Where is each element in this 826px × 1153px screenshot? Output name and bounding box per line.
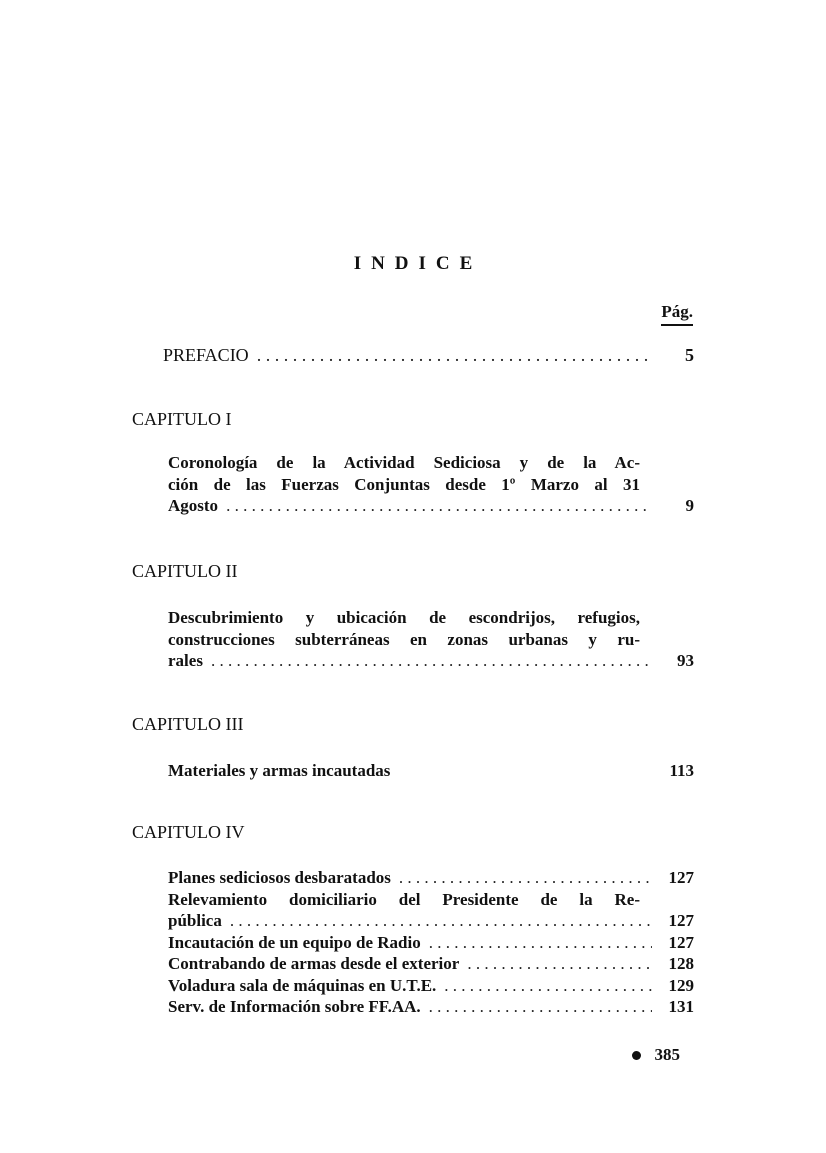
toc-entry — [168, 452, 694, 517]
toc-entry — [168, 996, 694, 1018]
entry-page: 9 — [685, 496, 694, 515]
entry-text: Incautación de un equipo de Radio — [168, 932, 421, 952]
chapter-heading: CAPITULO III — [132, 714, 244, 734]
entry-text: rales — [168, 651, 203, 670]
page-column-header: Pág. — [661, 302, 693, 326]
toc-entry — [168, 975, 694, 997]
entry-page: 129 — [668, 975, 694, 995]
chapter-heading: CAPITULO I — [132, 409, 232, 429]
page-folio — [632, 1045, 681, 1065]
dot-leader — [444, 975, 652, 997]
bullet-icon — [632, 1051, 641, 1060]
entry-page: 113 — [669, 761, 694, 780]
entry-page: 127 — [668, 932, 694, 952]
entry-line: Relevamiento domiciliario del Presidente de la Re- — [168, 889, 640, 909]
dot-leader — [429, 996, 652, 1018]
entry-line: ción de las Fuerzas Conjuntas desde 1º Marzo al 31 — [168, 474, 640, 494]
dot-leader — [230, 910, 652, 932]
entry-line: Coronología de la Actividad Sediciosa y de la Ac- — [168, 453, 640, 472]
dot-leader — [429, 932, 652, 954]
entry-page: 127 — [668, 911, 694, 930]
chapter-heading: CAPITULO II — [132, 561, 238, 581]
entry-text: Contrabando de armas desde el exterior — [168, 954, 460, 973]
dot-leader — [211, 650, 652, 672]
toc-entry — [168, 953, 694, 975]
entry-line: construcciones subterráneas en zonas urbanas y ru- — [168, 629, 640, 649]
dot-leader — [399, 867, 652, 889]
dot-leader — [226, 495, 652, 517]
entry-text: Materiales y armas incautadas — [168, 761, 391, 780]
entry-text: Planes sediciosos desbaratados — [168, 868, 391, 887]
entry-text: Agosto — [168, 496, 219, 515]
entry-page: 128 — [668, 954, 694, 973]
prefacio-entry — [163, 345, 694, 367]
page-number: 385 — [654, 1045, 680, 1064]
toc-entry — [168, 607, 694, 672]
toc-entry — [168, 867, 694, 889]
entry-text: pública — [168, 911, 222, 930]
prefacio-page: 5 — [685, 345, 694, 365]
index-title: INDICE — [353, 253, 483, 274]
entry-page: 131 — [668, 997, 694, 1016]
toc-entry-group — [168, 867, 694, 1018]
entry-text: Voladura sala de máquinas en U.T.E. — [168, 975, 437, 995]
entry-line: Descubrimiento y ubicación de escondrijos, refugios, — [168, 608, 640, 627]
chapter-heading: CAPITULO IV — [132, 822, 245, 842]
entry-page: 93 — [677, 651, 694, 670]
toc-entry — [168, 932, 694, 954]
dot-leader — [257, 345, 652, 367]
entry-text: Serv. de Información sobre FF.AA. — [168, 997, 421, 1016]
toc-entry — [168, 760, 694, 782]
dot-leader — [467, 953, 652, 975]
prefacio-label: PREFACIO — [163, 345, 249, 365]
entry-page: 127 — [668, 868, 694, 887]
toc-entry — [168, 910, 694, 932]
